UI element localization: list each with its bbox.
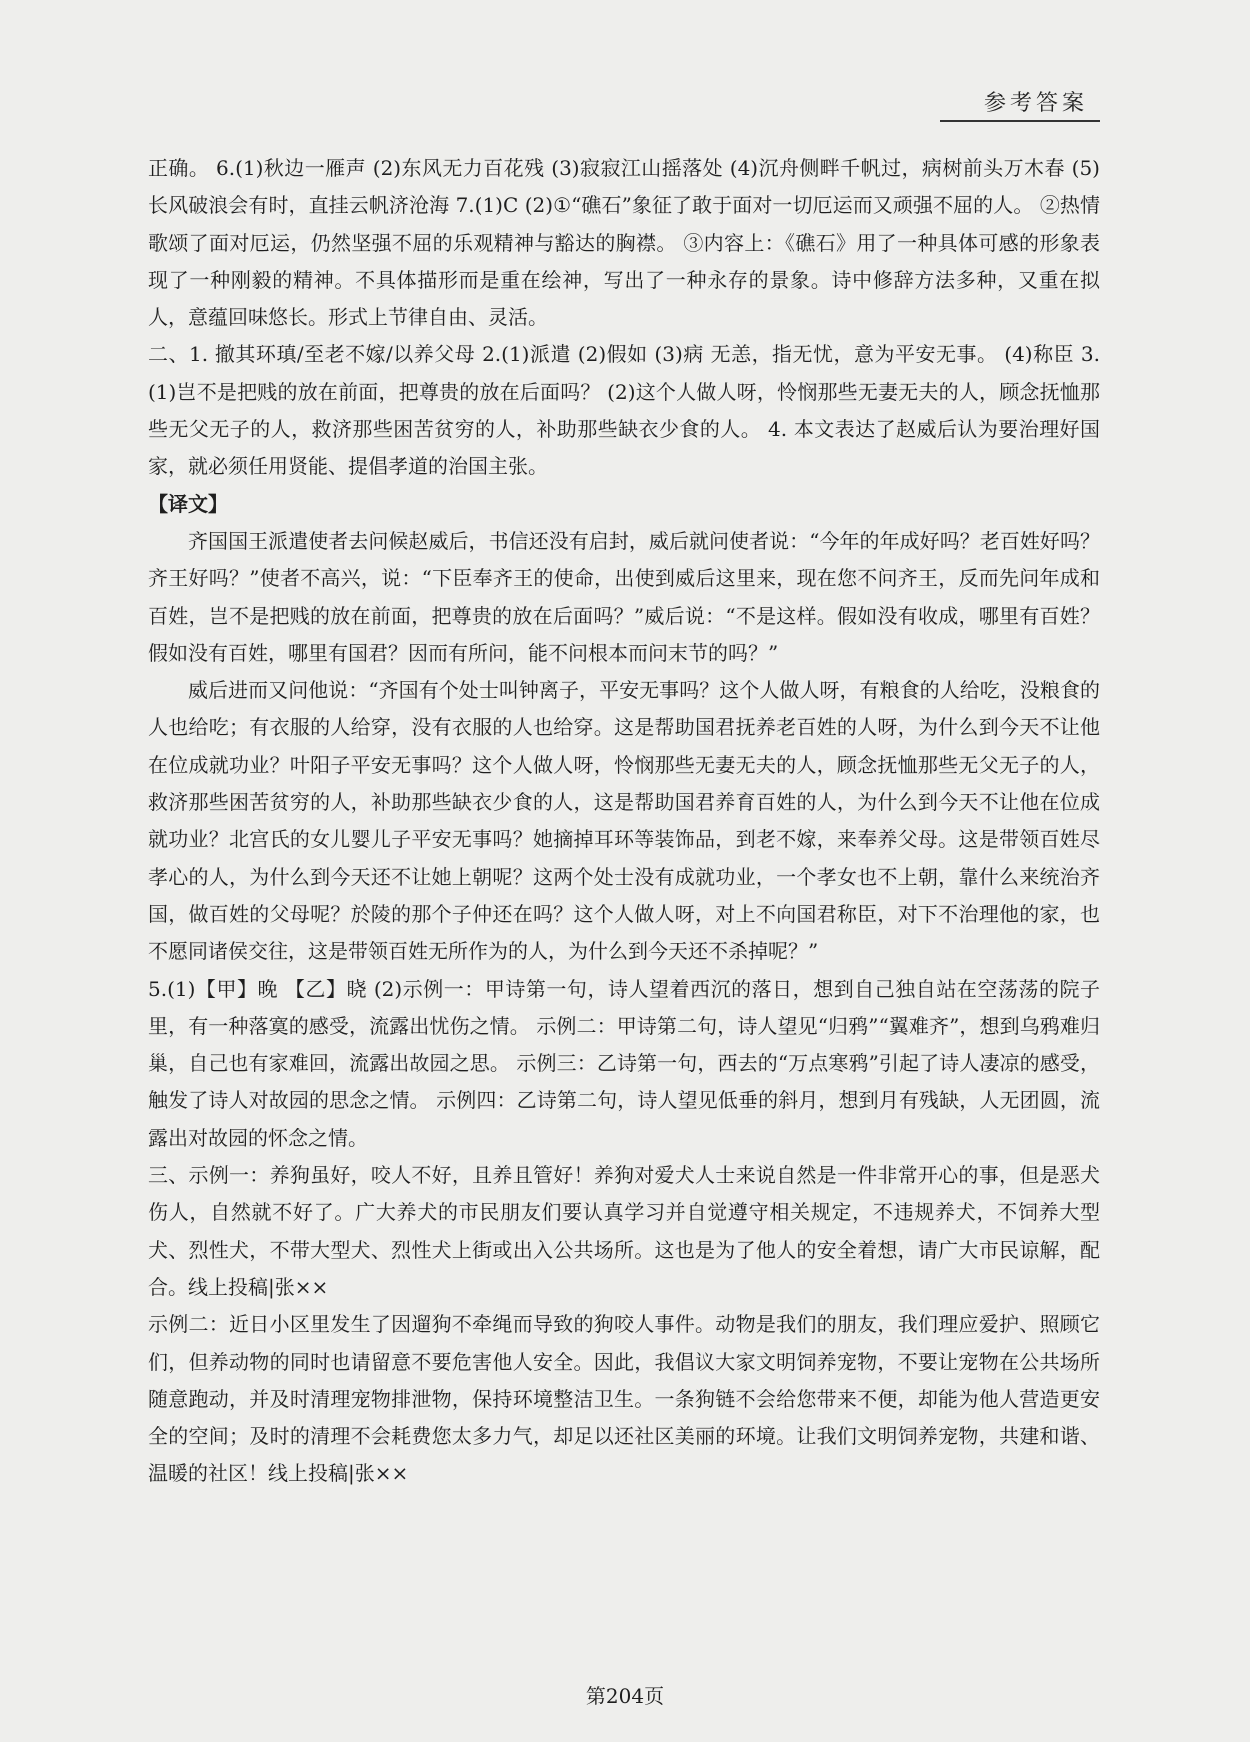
answer-section-three-example-2: 示例二：近日小区里发生了因遛狗不牵绳而导致的狗咬人事件。动物是我们的朋友，我们理应爱护、照顾它们，但养动物的同时也请留意不要危害他人安全。因此，我倡议大家文明饲养宠物，不要让宠物在公共场所随意跑动，并及时清理宠物排泄物，保持环境整洁卫生。一条狗链不会给您带来不便，却能为他人营造更安全的空间；及时的清理不会耗费您太多力气，却足以还社区美丽的环境。让我们文明饲养宠物，共建和谐、温暖的社区！线上投稿|张××	[148, 1312, 1100, 1486]
answer-content	[148, 150, 1100, 1493]
page-number: 第204页	[585, 1684, 665, 1708]
header-rule	[940, 120, 1100, 122]
answer-paragraph-continuation: 正确。 6.(1)秋边一雁声 (2)东风无力百花残 (3)寂寂江山摇落处 (4)沉舟侧畔千帆过，病树前头万木春 (5)长风破浪会有时，直挂云帆济沧海 7.(1)C (2)①“礁石”象征了敢于面对一切厄运而又顽强不屈的人。 ②热情歌颂了面对厄运，仍然坚强不屈的乐观精神与豁达的胸襟。 ③内容上：《礁石》用了一种具体可感的形象表现了一种刚毅的精神。不具体描形而是重在绘神，写出了一种永存的景象。诗中修辞方法多种，又重在拟人，意蕴回味悠长。形式上节律自由、灵活。	[148, 156, 1100, 330]
translation-paragraph-1: 齐国国王派遣使者去问候赵威后，书信还没有启封，威后就问使者说：“今年的年成好吗？老百姓好吗？齐王好吗？”使者不高兴，说：“下臣奉齐王的使命，出使到威后这里来，现在您不问齐王，反而先问年成和百姓，岂不是把贱的放在前面，把尊贵的放在后面吗？”威后说：“不是这样。假如没有收成，哪里有百姓？假如没有百姓，哪里有国君？因而有所问，能不问根本而问末节的吗？”	[148, 528, 1100, 665]
answer-question-5: 5.(1)【甲】晚 【乙】晓 (2)示例一：甲诗第一句，诗人望着西沉的落日，想到自己独自站在空荡荡的院子里，有一种落寞的感受，流露出忧伤之情。 示例二：甲诗第二句，诗人望见“归鸦”“翼难齐”，想到乌鸦难归巢，自己也有家难回，流露出故园之思。 示例三：乙诗第一句，西去的“万点寒鸦”引起了诗人凄凉的感受，触发了诗人对故园的思念之情。 示例四：乙诗第二句，诗人望见低垂的斜月，想到月有残缺，人无团圆，流露出对故园的怀念之情。	[148, 976, 1100, 1150]
answer-section-two: 二、1. 撤其环瑱/至老不嫁/以养父母 2.(1)派遣 (2)假如 (3)病 无恙，指无忧，意为平安无事。 (4)称臣 3.(1)岂不是把贱的放在前面，把尊贵的放在后面吗？ (2)这个人做人呀，怜悯那些无妻无夫的人，顾念抚恤那些无父无子的人，救济那些困苦贫穷的人，补助那些缺衣少食的人。 4. 本文表达了赵威后认为要治理好国家，就必须任用贤能、提倡孝道的治国主张。	[148, 342, 1100, 479]
translation-title: 【译文】	[148, 491, 228, 516]
answer-section-three-example-1: 三、示例一：养狗虽好，咬人不好，且养且管好！养狗对爱犬人士来说自然是一件非常开心的事，但是恶犬伤人，自然就不好了。广大养犬的市民朋友们要认真学习并自觉遵守相关规定，不违规养犬，不饲养大型犬、烈性犬，不带大型犬、烈性犬上街或出入公共场所。这也是为了他人的安全着想，请广大市民谅解，配合。线上投稿|张××	[148, 1163, 1100, 1299]
header-label: 参考答案	[983, 91, 1088, 116]
translation-paragraph-2: 威后进而又问他说：“齐国有个处士叫钟离子，平安无事吗？这个人做人呀，有粮食的人给吃，没粮食的人也给吃；有衣服的人给穿，没有衣服的人也给穿。这是帮助国君抚养老百姓的人呀，为什么到今天不让他在位成就功业？叶阳子平安无事吗？这个人做人呀，怜悯那些无妻无夫的人，顾念抚恤那些无父无子的人，救济那些困苦贫穷的人，补助那些缺衣少食的人，这是帮助国君养育百姓的人，为什么到今天不让他在位成就功业？北宫氏的女儿婴儿子平安无事吗？她摘掉耳环等装饰品，到老不嫁，来奉养父母。这是带领百姓尽孝心的人，为什么到今天还不让她上朝呢？这两个处士没有成就功业，一个孝女也不上朝，靠什么来统治齐国，做百姓的父母呢？於陵的那个子仲还在吗？这个人做人呀，对上不向国君称臣，对下不治理他的家，也不愿同诸侯交往，这是带领百姓无所作为的人，为什么到今天还不杀掉呢？”	[148, 678, 1100, 964]
